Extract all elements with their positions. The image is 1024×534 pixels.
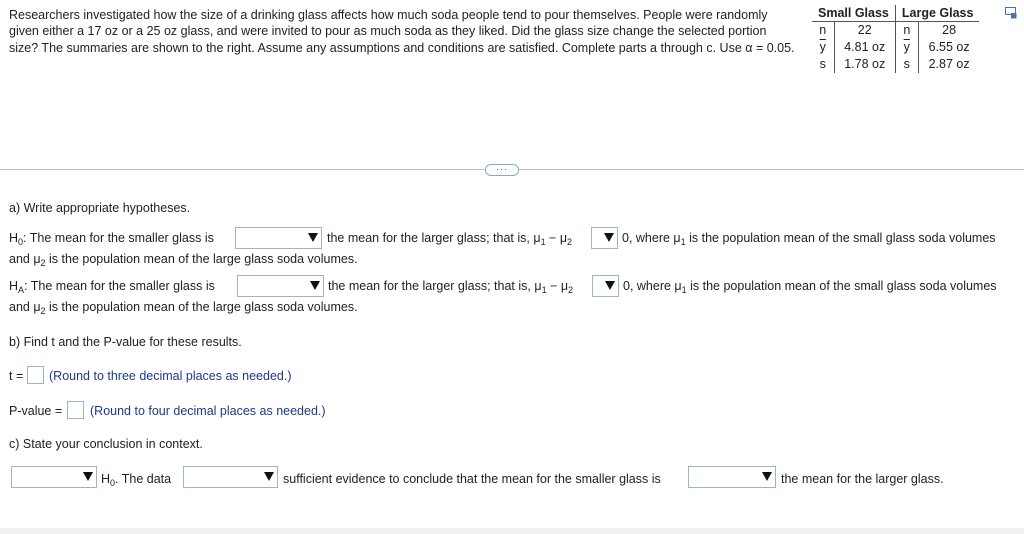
chevron-down-icon [762, 472, 772, 481]
h0-mid-text: the mean for the larger glass; that is, $\mu_1 - \mu_2$ [327, 231, 573, 247]
h0-line2-text: and $\mu_2$ is the population mean of the large glass soda volumes. [9, 252, 358, 268]
p-value-input[interactable] [67, 401, 84, 419]
small-n-value: 22 [834, 22, 895, 40]
part-c-heading: c) State your conclusion in context. [9, 437, 203, 451]
small-s-label: s [819, 57, 826, 71]
small-ybar-value: 4.81 oz [834, 39, 895, 56]
h0-diff-relation-dropdown[interactable] [591, 227, 618, 249]
chevron-down-icon [310, 281, 320, 290]
h0-relation-dropdown[interactable] [235, 227, 322, 249]
ha-line2-text: and $\mu_2$ is the population mean of the large glass soda volumes. [9, 300, 358, 316]
h0-label: $H_0$: The mean for the smaller glass is [9, 231, 214, 247]
large-n-value: 28 [918, 22, 979, 40]
large-ybar-value: 6.55 oz [918, 39, 979, 56]
part-a-heading: a) Write appropriate hypotheses. [9, 201, 191, 215]
decision-dropdown[interactable] [11, 466, 97, 488]
ha-relation-dropdown[interactable] [237, 275, 324, 297]
summary-table [812, 5, 979, 73]
small-ybar-label: $\overline{y}$ [819, 40, 826, 54]
p-value-hint: (Round to four decimal places as needed.) [90, 404, 326, 418]
p-value-label: P-value = [9, 404, 63, 418]
small-s-value: 1.78 oz [834, 56, 895, 73]
t-hint: (Round to three decimal places as needed.) [49, 369, 292, 383]
h0-tail-text: 0, where $\mu_1$ is the population mean of the small glass soda volumes [622, 231, 996, 247]
chevron-down-icon [308, 233, 318, 242]
conclusion-h0-text: $H_0$. The data [101, 472, 172, 488]
evidence-dropdown[interactable] [183, 466, 278, 488]
large-s-value: 2.87 oz [918, 56, 979, 73]
small-glass-header: Small Glass [812, 5, 895, 22]
part-b-heading: b) Find t and the P-value for these results. [9, 335, 242, 349]
ha-tail-text: 0, where $\mu_1$ is the population mean of the small glass soda volumes [623, 279, 997, 295]
chevron-down-icon [264, 472, 274, 481]
ha-mid-text: the mean for the larger glass; that is, $\mu_1 - \mu_2$ [328, 279, 574, 295]
small-n-label: n [819, 23, 827, 37]
ha-label: $H_A$: The mean for the smaller glass is [9, 279, 215, 295]
large-s-label: s [903, 57, 910, 71]
conclusion-end-text: the mean for the larger glass. [781, 472, 944, 486]
large-ybar-label: $\overline{y}$ [903, 40, 910, 54]
chevron-down-icon [604, 233, 614, 242]
chevron-down-icon [83, 472, 93, 481]
conclusion-relation-dropdown[interactable] [688, 466, 776, 488]
ha-diff-relation-dropdown[interactable] [592, 275, 619, 297]
copy-table-icon[interactable] [1005, 7, 1017, 19]
conclusion-mid-text: sufficient evidence to conclude that the mean for the smaller glass is [283, 472, 661, 486]
expand-more-button[interactable]: ··· [485, 164, 519, 176]
bottom-bar [0, 528, 1024, 534]
problem-statement: Researchers investigated how the size of a drinking glass affects how much soda people tend to pour themselves. People were randomly given either a 17 oz or a 25 oz glass, and were invited to pour as much soda as they liked. Did the glass size change the selected portion size? The summaries are shown to the right. Assume any assumptions and conditions are satisfied. Complete parts a through c. Use α = 0.05. [9, 8, 795, 55]
t-value-input[interactable] [27, 366, 44, 384]
chevron-down-icon [605, 281, 615, 290]
large-n-label: n [903, 23, 911, 37]
large-glass-header: Large Glass [895, 5, 979, 22]
t-label: t = [9, 369, 24, 383]
